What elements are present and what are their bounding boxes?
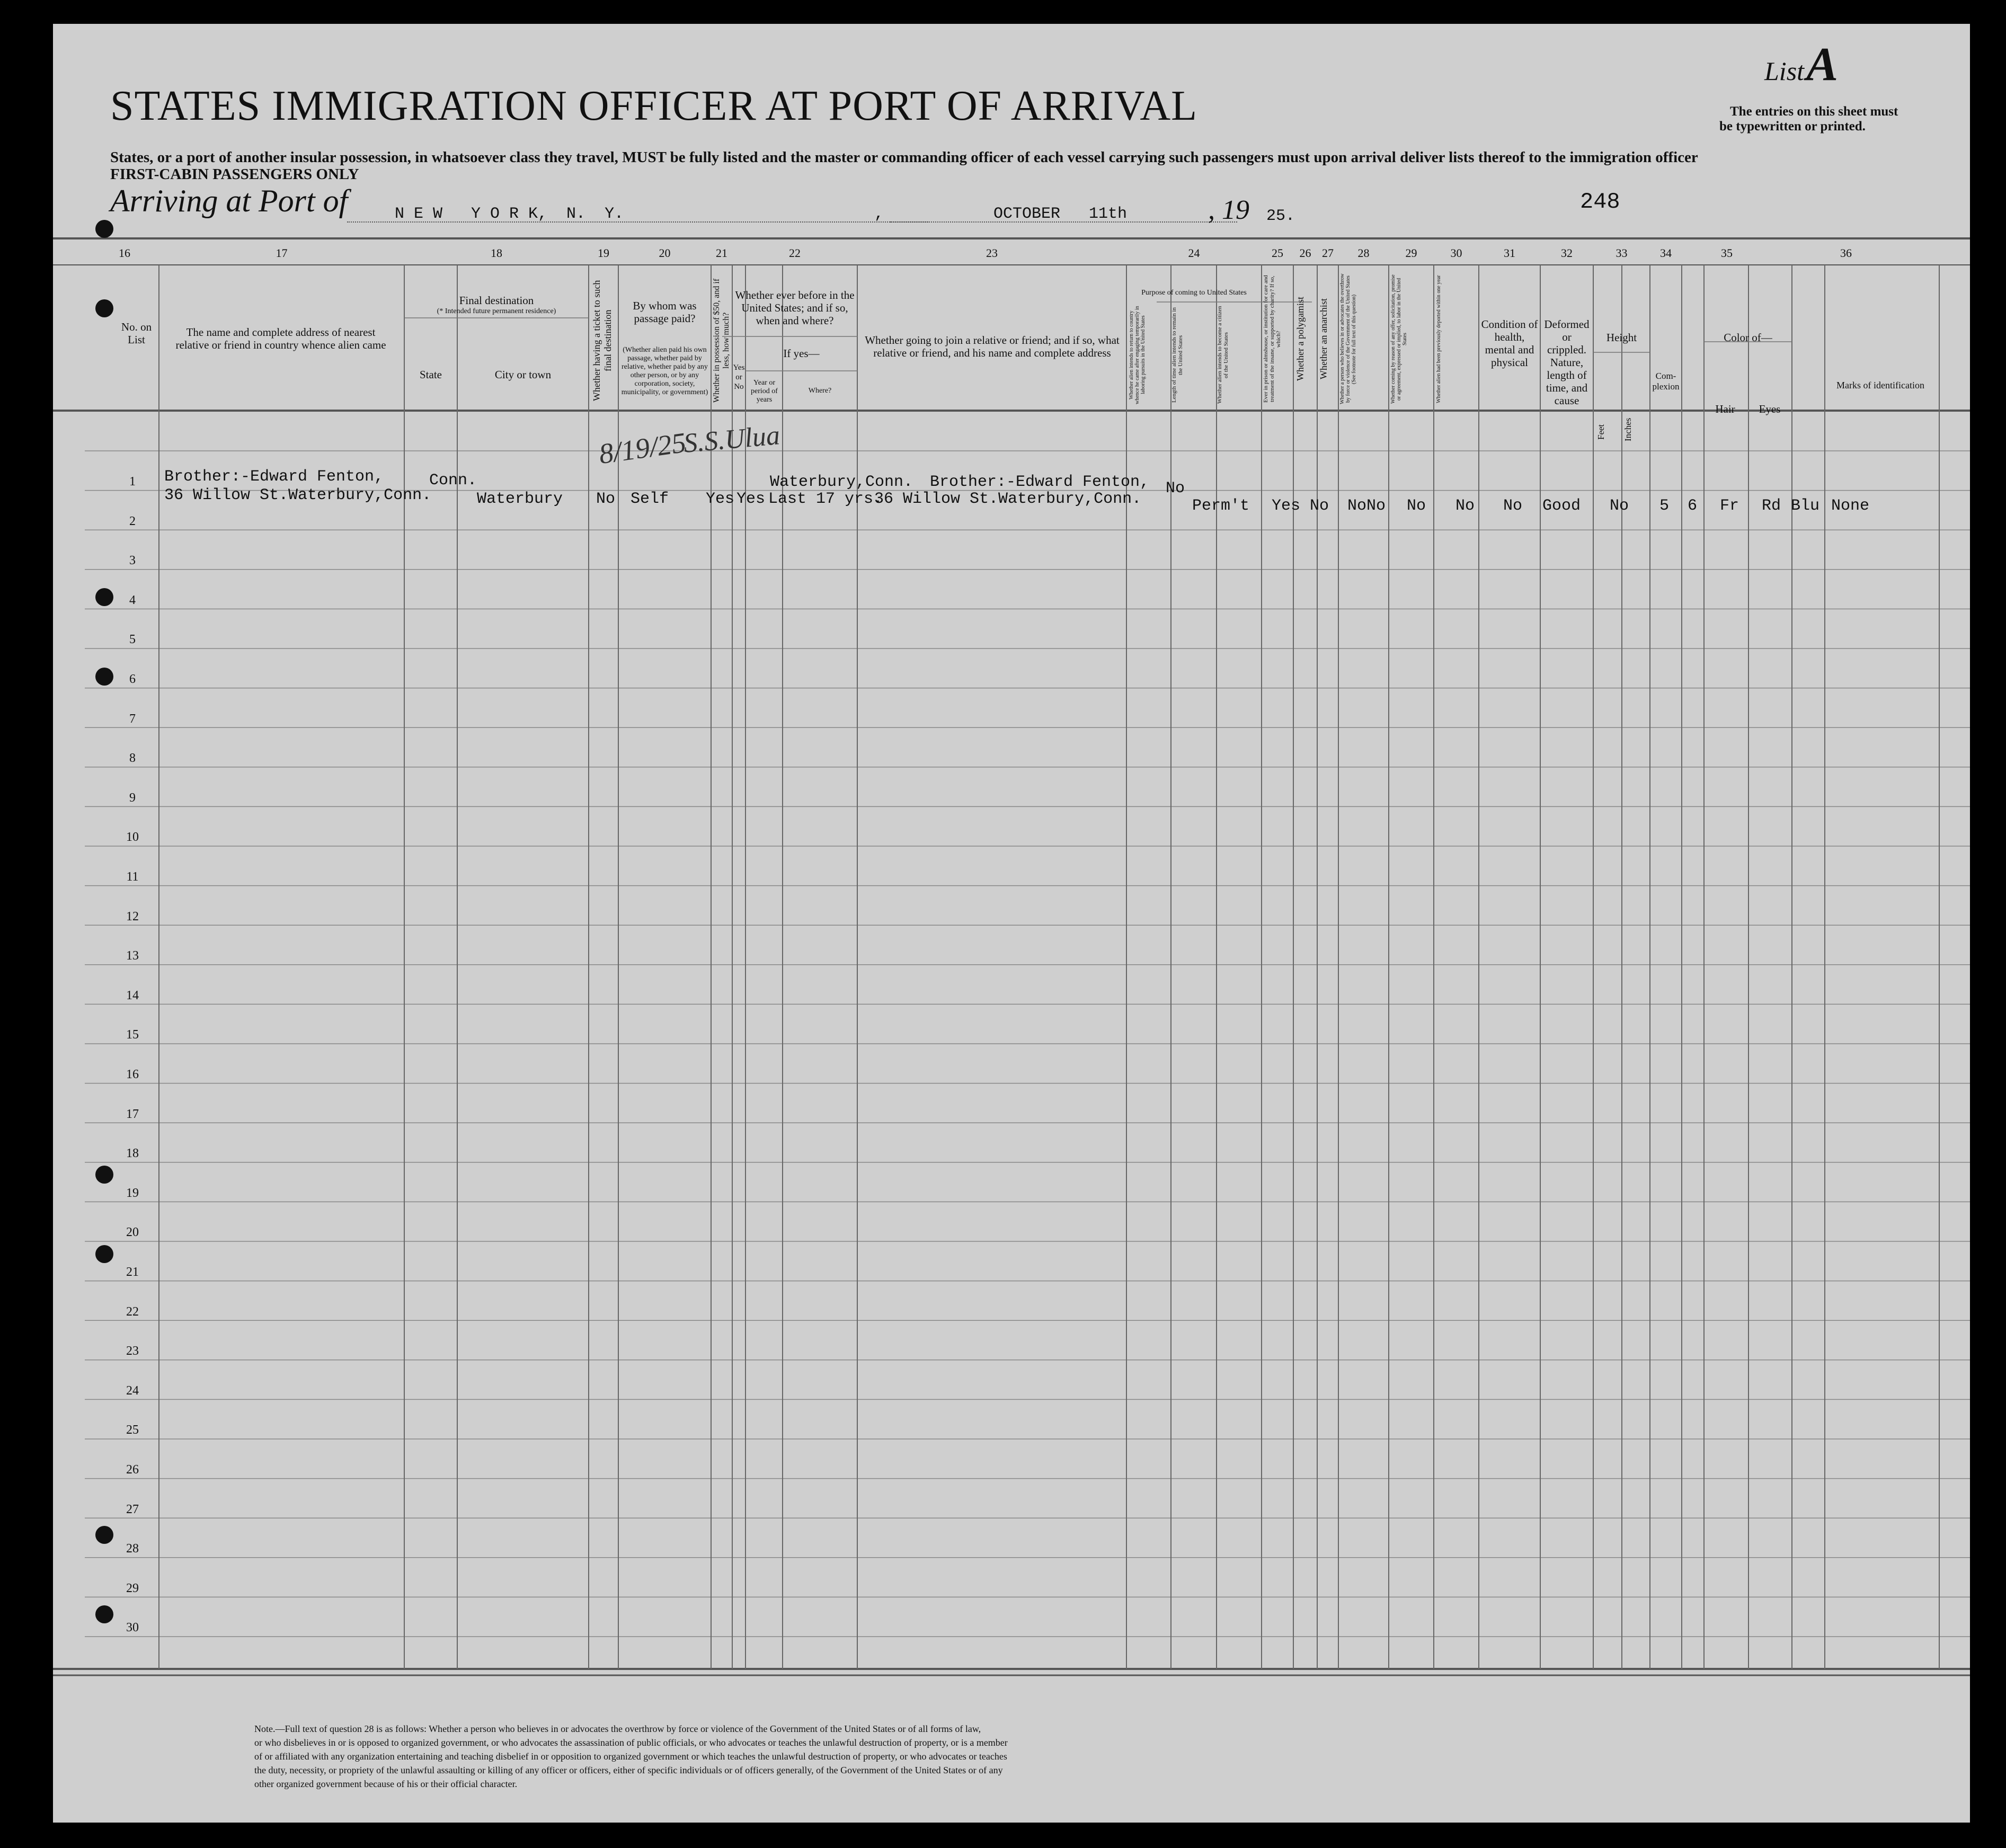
- entry-marks: None: [1831, 497, 1870, 515]
- header-city: City or town: [494, 368, 552, 381]
- header-offer: Whether coming by reason of any offer, solicitation, promise or agreement, expressed or implied, to labor in the United States: [1390, 274, 1408, 404]
- header-hair: Hair: [1715, 403, 1735, 415]
- col-num-36: 36: [1840, 246, 1852, 260]
- entry-length: Perm't: [1192, 497, 1250, 515]
- punch-hole: [95, 1166, 113, 1184]
- row-number: 9: [129, 790, 136, 805]
- entry-overthrow: No: [1407, 497, 1426, 515]
- entry-join-line1: Brother:-Edward Fenton,: [930, 473, 1150, 491]
- footnote-line: the duty, necessity, or propriety of the unlawful assaulting or killing of any officer or officers, either of specific individuals or of officers generally, of the Government of the United States or of any: [254, 1765, 1003, 1775]
- list-value: A: [1806, 38, 1839, 91]
- header-deported: Whether alien had been previously deported within one year: [1436, 275, 1442, 403]
- col-num-20: 20: [659, 246, 671, 260]
- row-number: 2: [129, 514, 136, 528]
- row-number: 16: [126, 1068, 139, 1081]
- row-number: 29: [126, 1581, 139, 1595]
- header-yes-or-no: Yes or No: [733, 363, 745, 391]
- year-suffix: 25.: [1266, 207, 1295, 225]
- header-complexion: Com- plexion: [1652, 371, 1680, 392]
- row-number: 3: [129, 554, 136, 568]
- header-deformed: Deformed or crippled. Nature, length of time, and cause: [1544, 318, 1590, 407]
- header-overthrow: Whether a person who believes in or advocates the overthrow by force or violence of the Government of the United States (See footnote for full text of this question): [1339, 273, 1357, 405]
- col-num-16: 16: [119, 246, 130, 260]
- table-grid: [53, 24, 1970, 1823]
- row-number: 25: [126, 1423, 139, 1437]
- punch-hole: [95, 1245, 113, 1263]
- punch-hole: [95, 1526, 113, 1544]
- footnote-line: of or affiliated with any organization entertaining and teaching disbelief in or opposition to organized government or which teaches the unlawful destruction of property, or who advocates or teaches: [254, 1751, 1007, 1762]
- entry-eyes: Blu: [1791, 497, 1820, 515]
- col-num-22: 22: [789, 246, 801, 260]
- row-number: 11: [126, 870, 139, 884]
- row-number: 23: [126, 1344, 139, 1358]
- sheet-number: 248: [1580, 189, 1620, 215]
- header-anarchist: Whether an anarchist: [1318, 298, 1329, 380]
- entry-complexion: Fr: [1720, 497, 1739, 515]
- port-value: N E W Y O R K, N. Y.: [395, 205, 624, 223]
- entry-feet: 5: [1659, 497, 1670, 515]
- page-subtitle: States, or a port of another insular possession, in whatsoever class they travel, MUST be fully listed and the master or commanding officer of each vessel carrying such passengers must upon arrival deliver lists thereof to the immigration officer: [110, 149, 1698, 166]
- col-num-33: 33: [1616, 246, 1628, 260]
- page-title: STATES IMMIGRATION OFFICER AT PORT OF ARRIVAL: [110, 83, 1197, 129]
- header-polygamist: Whether a polygamist: [1295, 297, 1306, 381]
- header-purpose-return: Whether alien intends to return to country whence he came after engaging temporarily in laboring pursuits in the United States: [1129, 306, 1146, 404]
- row-number: 30: [126, 1621, 139, 1635]
- manifest-sheet: List A The entries on this sheet must be typewritten or printed. STATES IMMIGRATION OFFICER AT PORT OF ARRIVAL States, or a port of another insular possession, in whatsoever class they travel, MUST be fully listed and the master or commanding officer of each vessel carrying such passengers must upon arrival deliver lists thereof to the immigration officer FIRST-CABIN PASSENGERS ONLY Arriving at Port of N E W Y O R K, N. Y. , OCTOBER 11th , 19 25. 248 16 17 18 19 20 21 22 23 24 25 26 27 28 29 30 31 32 33 34 35 36 No. on List The name and complete address of nearest relative or friend in country whence alien came Final destination (* Intended future permanent residence) State City or town Whether having a ticket to such final destination By whom was passage paid? (Whether alien paid his own passage, whether paid by relative, whether paid by any other person, or by any corporation, society, municipality, or government) Whether in possession of $50, and if less, how much? Whether ever before in the United States; and if so, when and where? Yes or No If yes— Year or period of years Where? Whether going to join a relative or friend; and if so, what relative or friend, and his name and complete address Purpose of coming to United States Whether alien intends to return to country whence he came after engaging temporarily in laboring pursuits in the United States Length of time alien intends to remain in the United States Whether alien intends to become a citizen of the United States Ever in prison or almshouse, or institution for care and treatment of the insane, or supported by charity? If so, which? Whether a polygamist Whether an anarchist Whether a person who believes in or advocates the overthrow by force or violence of the Government of the United States (See footnote for full text of this question) Whether coming by reason of any offer, solicitation, promise or agreement, expressed or implied, to labor in the United States Whether alien had been previously deported within one year Condition of health, mental and physical Deformed or crippled. Nature, length of time, and cause Height Feet Inches Com- plexion Color of— Hair Eyes Marks of identification 1 2 3 4 5 6 7 8 9 10 11 12 13 14 15 16 17 18 19 20 21 22 23 24 25 26 27 28 29 30 Brother:-Edward Fenton, 36 Willow St.Waterbury,Conn. Conn. Waterbury No 8/19/25 S.S.Ulua Self Yes Yes Last 17 yrs. Waterbury,Conn. Brother:-Edward Fenton, 36 Willow St.Waterbury,Conn. No Perm't Yes No No No No No No Good No 5 6 Fr Rd Blu None Note.—Full text of question 28 is as follows: Whether a person who believes in or advocates the overthrow by force or violence of the Government of the United States or of all forms of law, or who disbelieves in or is opposed to organized government, or who advocates the assassination of public officials, or who advocates or teaches the unlawful destruction of property, or is a member of or affiliated with any organization entertaining and teaching disbelief in or opposition to organized government or which teaches the unlawful destruction of property, or who advocates or teaches the duty, necessity, or propriety of the unlawful assaulting or killing of any officer or officers, either of specific individuals or of officers generally, of the Government of the United States or of any other organized government because of his or their official character.: [53, 24, 1970, 1823]
- header-purpose-length: Length of time alien intends to remain in the United States: [1171, 307, 1184, 403]
- row-number: 14: [126, 988, 139, 1002]
- entry-deported: No: [1503, 497, 1523, 515]
- header-fifty-dollars: Whether in possession of $50, and if less, how much?: [712, 278, 731, 403]
- entry-anarchist: No: [1366, 497, 1386, 515]
- year-prefix: , 19: [1208, 195, 1249, 225]
- punch-hole: [95, 299, 113, 317]
- header-ever-before: Whether ever before in the United States; and if so, when and where?: [735, 289, 855, 327]
- col-num-30: 30: [1450, 246, 1462, 260]
- row-number: 20: [126, 1225, 139, 1240]
- col-num-18: 18: [491, 246, 502, 260]
- entry-handwritten-ship: S.S.Ulua: [682, 420, 782, 459]
- col-num-32: 32: [1561, 246, 1573, 260]
- footnote: [254, 1722, 1008, 1791]
- col-num-29: 29: [1405, 246, 1417, 260]
- entry-deformed: No: [1610, 497, 1629, 515]
- entry-ticket: No: [596, 490, 616, 508]
- row-number: 12: [126, 909, 139, 923]
- header-inches: Inches: [1623, 417, 1633, 442]
- header-feet: Feet: [1596, 424, 1606, 440]
- header-purpose: Purpose of coming to United States: [1141, 289, 1247, 297]
- date-value: OCTOBER 11th: [993, 205, 1128, 223]
- header-prison: Ever in prison or almshouse, or institution for care and treatment of the insane, or supported by charity? If so, which?: [1263, 275, 1282, 403]
- row-number: 5: [129, 633, 136, 647]
- entry-join-line2: 36 Willow St.Waterbury,Conn.: [874, 490, 1142, 508]
- header-color-of: Color of—: [1724, 331, 1772, 344]
- row-number: 10: [126, 830, 139, 845]
- entry-fifty: Yes: [706, 490, 735, 508]
- col-num-31: 31: [1504, 246, 1515, 260]
- col-num-25: 25: [1272, 246, 1283, 260]
- header-state: State: [420, 368, 442, 381]
- entry-prison: No: [1310, 497, 1329, 515]
- row-number: 18: [126, 1147, 139, 1161]
- entry-return-intent: No: [1166, 479, 1185, 497]
- row-number: 15: [126, 1028, 139, 1042]
- class-line: FIRST-CABIN PASSENGERS ONLY: [110, 166, 359, 183]
- header-ticket: Whether having a ticket to such final destination: [591, 280, 613, 401]
- header-where: Where?: [808, 387, 832, 395]
- col-num-17: 17: [276, 246, 288, 260]
- header-join-relative: Whether going to join a relative or friend; and if so, what relative or friend, and his name and complete address: [865, 334, 1120, 359]
- header-if-yes: If yes—: [783, 347, 820, 360]
- punch-hole: [95, 668, 113, 686]
- entry-handwritten-date: 8/19/25: [597, 426, 688, 470]
- row-number: 4: [129, 593, 136, 607]
- col-num-19: 19: [598, 246, 609, 260]
- entry-relative-line2: 36 Willow St.Waterbury,Conn.: [164, 486, 432, 504]
- header-year-period: Year or period of years: [751, 379, 778, 404]
- footnote-line: Note.—Full text of question 28 is as follows: Whether a person who believes in or advocates the overthrow by force or violence of the Government of the United States or of all forms of law,: [254, 1723, 981, 1734]
- col-num-24: 24: [1188, 246, 1200, 260]
- entry-offer: No: [1455, 497, 1475, 515]
- col-num-21: 21: [716, 246, 727, 260]
- row-number: 13: [126, 949, 139, 963]
- col-num-34: 34: [1660, 246, 1672, 260]
- col-num-35: 35: [1721, 246, 1733, 260]
- header-health: Condition of health, mental and physical: [1481, 318, 1538, 369]
- row-number: 24: [126, 1383, 139, 1398]
- typewritten-note-1: The entries on this sheet must: [1730, 104, 1898, 119]
- arriving-label: Arriving at Port of: [110, 183, 348, 218]
- entry-health: Good: [1542, 497, 1581, 515]
- row-number: 17: [126, 1107, 139, 1121]
- header-marks: Marks of identification: [1836, 380, 1924, 390]
- punch-hole: [95, 220, 113, 238]
- entry-polygamist: No: [1347, 497, 1367, 515]
- typewritten-note-2: be typewritten or printed.: [1719, 119, 1866, 134]
- header-passage-paid-note: (Whether alien paid his own passage, whether paid by relative, whether paid by any other person, or by any corporation, society, municipality, or government): [621, 346, 708, 396]
- header-final-destination: Final destination: [459, 294, 534, 307]
- row-number: 27: [126, 1502, 139, 1516]
- entry-hair: Rd: [1762, 497, 1781, 515]
- col-num-23: 23: [986, 246, 998, 260]
- header-final-destination-note: (* Intended future permanent residence): [437, 307, 556, 315]
- row-number: 8: [129, 751, 136, 766]
- punch-hole: [95, 588, 113, 606]
- entry-city: Waterbury: [477, 490, 563, 508]
- list-label: List: [1764, 56, 1805, 86]
- entry-before: Yes: [736, 490, 766, 508]
- header-eyes: Eyes: [1759, 403, 1781, 415]
- header-relative-friend: The name and complete address of nearest relative or friend in country whence alien came: [175, 326, 386, 351]
- col-num-26: 26: [1299, 246, 1311, 260]
- entry-inches: 6: [1688, 497, 1698, 515]
- header-passage-paid: By whom was passage paid?: [633, 299, 697, 325]
- row-number: 7: [129, 712, 136, 726]
- footnote-line: or who disbelieves in or is opposed to organized government, or who advocates the assassination of public officials, or who advocates or teaches the unlawful destruction of property, or is a member: [254, 1737, 1008, 1748]
- row-number: 21: [126, 1265, 139, 1279]
- header-no-on-list: No. on List: [121, 321, 152, 346]
- row-number: 28: [126, 1542, 139, 1556]
- entry-state: Conn.: [429, 472, 477, 490]
- header-height: Height: [1606, 331, 1637, 344]
- col-num-28: 28: [1357, 246, 1370, 260]
- row-number: 6: [129, 672, 136, 686]
- footnote-line: other organized government because of his or their official character.: [254, 1779, 518, 1789]
- entry-where: Waterbury,Conn.: [770, 473, 913, 491]
- row-number: 26: [126, 1463, 139, 1477]
- row-number: 1: [129, 475, 136, 488]
- col-num-27: 27: [1322, 246, 1334, 260]
- entry-citizen: Yes: [1272, 497, 1301, 515]
- row-number: 22: [126, 1304, 139, 1319]
- header-purpose-citizen: Whether alien intends to become a citizen of the United States: [1217, 306, 1229, 404]
- entry-relative-line1: Brother:-Edward Fenton,: [164, 468, 384, 486]
- row-number: 19: [126, 1186, 139, 1200]
- punch-hole: [95, 1605, 113, 1623]
- entry-period: Last 17 yrs.: [768, 490, 883, 508]
- entry-paid-by: Self: [631, 490, 669, 508]
